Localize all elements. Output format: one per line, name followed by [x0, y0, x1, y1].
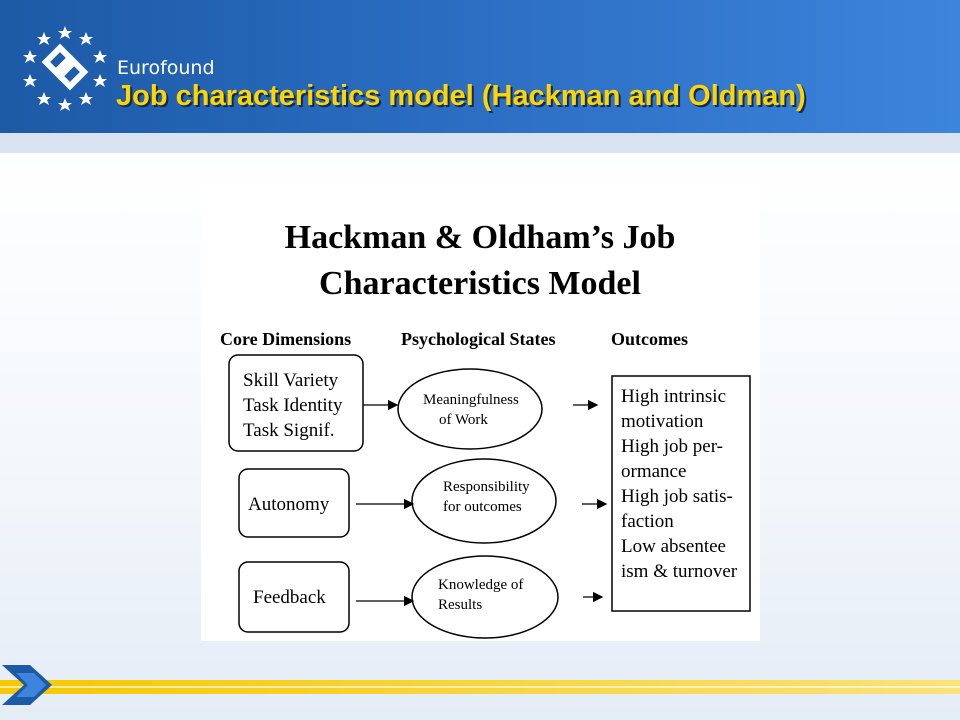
column-header-core: Core Dimensions: [220, 329, 352, 349]
state-knowledge-line: Results: [438, 597, 483, 613]
core-box-skills-line: Task Signif.: [243, 420, 335, 441]
outcome-line: High intrinsic: [621, 386, 727, 407]
state-responsibility-line: Responsibility: [443, 479, 530, 495]
column-header-states: Psychological States: [401, 329, 556, 349]
outcome-line: Low absentee: [621, 536, 726, 557]
state-knowledge-line: Knowledge of: [438, 577, 524, 593]
core-box-autonomy-label: Autonomy: [248, 494, 330, 515]
outcome-line: ism & turnover: [621, 561, 738, 582]
eurofound-star-logo-icon: [20, 22, 110, 112]
outcome-line: High job per-: [621, 436, 723, 457]
core-box-skills-line: Skill Variety: [243, 370, 339, 391]
state-ellipse-meaningfulness: [398, 369, 542, 449]
outcome-line: ormance: [621, 461, 687, 482]
state-responsibility-line: for outcomes: [443, 499, 522, 515]
core-box-skills-line: Task Identity: [243, 395, 343, 416]
header-band: [0, 133, 960, 153]
outcome-line: motivation: [621, 411, 704, 432]
core-box-feedback-label: Feedback: [253, 587, 326, 608]
column-header-outcomes: Outcomes: [611, 329, 688, 349]
footer-stripe: [0, 680, 960, 694]
outcome-line: faction: [621, 511, 674, 532]
diagram-title-line1: Hackman & Oldham’s Job: [284, 219, 676, 256]
diagram-title-line2: Characteristics Model: [319, 265, 641, 302]
slide-title: Job characteristics model (Hackman and Oldman): [116, 80, 806, 112]
brand-name: Eurofound: [117, 57, 215, 79]
state-meaningfulness-line: Meaningfulness: [423, 392, 519, 408]
outcome-line: High job satis-: [621, 486, 733, 507]
state-ellipse-knowledge: [412, 556, 558, 638]
model-diagram: [201, 179, 760, 641]
model-figure: [201, 179, 760, 641]
state-meaningfulness-line: of Work: [439, 412, 488, 428]
double-chevron-arrow-icon: [0, 655, 70, 715]
